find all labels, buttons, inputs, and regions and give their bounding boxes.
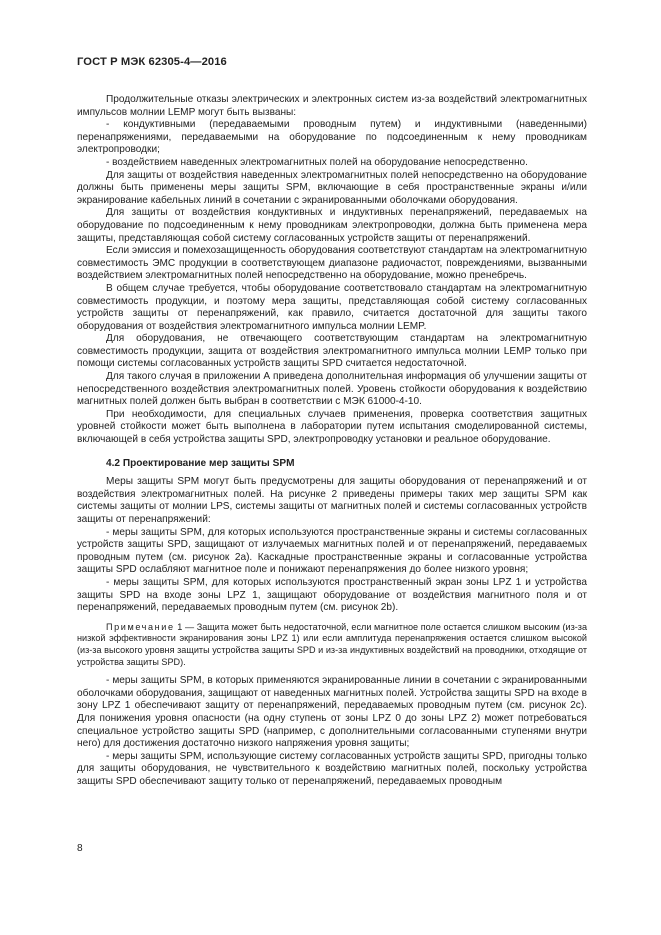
paragraph: Для защиты от воздействия кондуктивных и индуктивных перенапряжений, передаваемых на оборудование по подсоединенным к нему проводникам электропроводки, должна быть применена мера защиты, представляющая собой систему согласованных устройств защиты от перенапряжений. [77,207,587,244]
paragraph: Для такого случая в приложении А приведена дополнительная информация об улучшении защиты от непосредственного воздействия электромагнитных полей. Уровень стойкости оборудования к воздействию магнитных полей должен быть выбран в соответствии с МЭК 61000-4-10. [77,371,587,408]
paragraph: Если эмиссия и помехозащищенность оборудования соответствуют стандартам на электромагнитную совместимость ЭМС продукции в соответствующем диапазоне радиочастот, повреждениями, вызванными воздействием электромагнитных полей непосредственно на оборудование, можно пренебречь. [77,245,587,282]
paragraph: В общем случае требуется, чтобы оборудование соответствовало стандартам на электромагнитную совместимость продукции, и поэтому мера защиты, представляющая собой систему согласованных устройств защиты от перенапряжений, как правило, считается достаточной для защиты такого оборудования от воздействия электромагнитного импульса молнии LEMP. [77,282,587,332]
standard-header: ГОСТ Р МЭК 62305-4—2016 [77,56,227,68]
paragraph: Для защиты от воздействия наведенных электромагнитных полей непосредственно на оборудование должны быть применены меры защиты SPM, включающие в себя пространственные экраны и/или экранирование кабельных линий в сочетании с экранированными оболочками оборудования. [77,169,587,206]
list-item: - меры защиты SPM, в которых применяются экранированные линии в сочетании с экранированными оболочками оборудования, защищают от наведенных магнитных полей. Устройства защиты SPD на входе в зону LPZ 1 обеспечивают защиту от перенапряжений, передаваемых проводным путем (см. рисунок 2c). Для понижения уровня опасности (на одну ступень от зоны LPZ 0 до зоны LPZ 2) может потребоваться специальное устройство защиты SPD (например, с дополнительными согласованными ступенями внутри него) для достижения достаточно низкого напряжения уровня защиты; [77,675,587,750]
page-number: 8 [77,843,83,854]
list-item: - меры защиты SPM, для которых используются пространственные экраны и системы согласованных устройств защиты SPD, защищают от излучаемых магнитных полей и от перенапряжений, передаваемых проводным путем (см. рисунок 2а). Каскадные пространственные экраны и согласованные устройства защиты SPD ослабляют магнитное поле и понижают перенапряжения до более низкого уровня; [77,526,587,576]
list-item: - меры защиты SPM, для которых используются пространственный экран зоны LPZ 1 и устройства защиты SPD на входе зоны LPZ 1, защищают оборудование от воздействия магнитного поля и от перенапряжений, передаваемых проводным путем (см. рисунок 2b). [77,576,587,614]
main-text [77,94,587,788]
paragraph: Продолжительные отказы электрических и электронных систем из-за воздействий электромагнитных импульсов молнии LEMP могут быть вызваны: [77,94,587,118]
note-text: 1 — Защита может быть недостаточной, если магнитное поле остается слишком высоким (из-за низкой эффективности экранирования зоны LPZ 1) или если амплитуда перенапряжения остается слишком высокой (из-за высокого уровня защиты устройства защиты SPD и из-за индуктивных воздействий на проводники, отходящие от устройства защиты SPD). [77,621,587,667]
note [77,622,587,668]
list-item: - меры защиты SPM, использующие систему согласованных устройств защиты SPD, пригодны только для защиты оборудования, не чувствительного к воздействию магнитных полей, поскольку устройства защиты SPD обеспечивают защиту только от перенапряжений, передаваемых проводным [77,750,587,787]
paragraph: Меры защиты SPM могут быть предусмотрены для защиты оборудования от перенапряжений и от воздействия электромагнитных полей. На рисунке 2 приведены примеры таких мер защиты SPM как системы защиты от молнии LPS, системы защиты от магнитных полей и системы согласованных устройств защиты от перенапряжений: [77,476,587,525]
paragraph: Для оборудования, не отвечающего соответствующим стандартам на электромагнитную совместимость продукции, защита от воздействия электромагнитного импульса молнии LEMP только при помощи системы согласованных устройств защиты SPD считается недостаточной. [77,333,587,370]
paragraph: При необходимости, для специальных случаев применения, проверка соответствия защитных уровней стойкости может быть выполнена в лаборатории путем испытания смоделированной системы, включающей в себя устройства защиты SPD, электропроводку установки и реальное оборудование. [77,408,587,446]
section-heading: 4.2 Проектирование мер защиты SPM [106,457,295,469]
note-label: Примечание [106,621,175,632]
list-item: - кондуктивными (передаваемыми проводным путем) и индуктивными (наведенными) перенапряжениями, передаваемыми на оборудование по подсоединенным к нему проводникам электропроводки; [77,119,587,156]
list-item: - воздействием наведенных электромагнитных полей на оборудование непосредственно. [106,156,528,168]
